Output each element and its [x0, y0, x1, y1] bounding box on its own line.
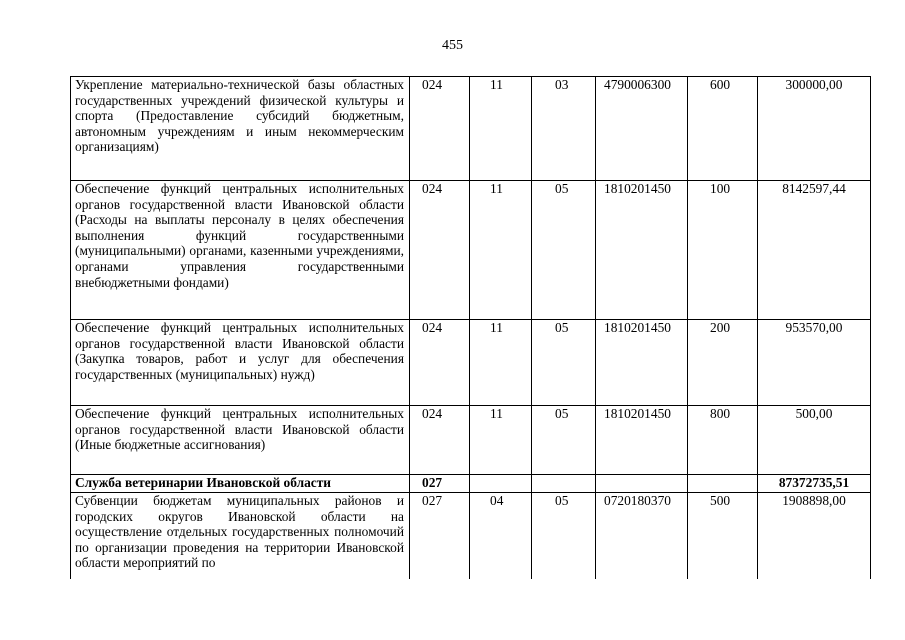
amount-cell: 1908898,00: [758, 493, 871, 579]
expense-name-cell: Укрепление материально-технической базы областных государственных учреждений физической культуры и спорта (Предоставление субсидий бюджетным, автономным учреждениям и иным некоммерческим организациям): [71, 77, 410, 181]
section-code-cell: 11: [470, 406, 532, 475]
subsection-code-cell: 05: [532, 406, 596, 475]
table-row: [71, 181, 871, 320]
expense-type-code-cell: 100: [688, 181, 758, 320]
expense-type-code-cell: 500: [688, 493, 758, 579]
section-code-cell: 11: [470, 77, 532, 181]
amount-cell: 953570,00: [758, 320, 871, 406]
subsection-code-cell: 05: [532, 181, 596, 320]
amount-cell: 8142597,44: [758, 181, 871, 320]
table-row: [71, 493, 871, 579]
department-code-cell: 027: [410, 493, 470, 579]
target-item-code-cell: 4790006300: [596, 77, 688, 181]
expense-name-cell: Обеспечение функций центральных исполнительных органов государственной власти Ивановской области (Расходы на выплаты персоналу в целях обеспечения выполнения функций государственными (муниципальными) органами, казенными учреждениями, органами управления государственными внебюджетными фондами): [71, 181, 410, 320]
target-item-code-cell: 1810201450: [596, 320, 688, 406]
amount-cell: 500,00: [758, 406, 871, 475]
expense-type-code-cell: 200: [688, 320, 758, 406]
table-row: [71, 320, 871, 406]
target-item-code-cell: 0720180370: [596, 493, 688, 579]
expense-name-cell: Обеспечение функций центральных исполнительных органов государственной власти Ивановской области (Закупка товаров, работ и услуг для обеспечения государственных (муниципальных) нужд): [71, 320, 410, 406]
target-item-code-cell: 1810201450: [596, 181, 688, 320]
section-code-cell: 11: [470, 320, 532, 406]
section-code-cell: 04: [470, 493, 532, 579]
subsection-code-cell: 05: [532, 493, 596, 579]
subsection-code-cell: [532, 475, 596, 493]
table-row: [71, 77, 871, 181]
department-code-cell: 024: [410, 181, 470, 320]
target-item-code-cell: 1810201450: [596, 406, 688, 475]
section-code-cell: 11: [470, 181, 532, 320]
budget-allocation-table: [70, 76, 871, 579]
amount-cell: 300000,00: [758, 77, 871, 181]
table-row: [71, 406, 871, 475]
department-name-cell: Служба ветеринарии Ивановской области: [71, 475, 410, 493]
expense-type-code-cell: 800: [688, 406, 758, 475]
expense-type-code-cell: [688, 475, 758, 493]
subsection-code-cell: 05: [532, 320, 596, 406]
expense-name-cell: Субвенции бюджетам муниципальных районов и городских округов Ивановской области на осуществление отдельных государственных полномочий по организации проведения на территории Ивановской области мероприятий по: [71, 493, 410, 579]
department-code-cell: 024: [410, 320, 470, 406]
department-code-cell: 024: [410, 406, 470, 475]
expense-name-cell: Обеспечение функций центральных исполнительных органов государственной власти Ивановской области (Иные бюджетные ассигнования): [71, 406, 410, 475]
department-code-cell: 024: [410, 77, 470, 181]
subsection-code-cell: 03: [532, 77, 596, 181]
amount-cell: 87372735,51: [758, 475, 871, 493]
page-number: 455: [442, 38, 463, 53]
section-code-cell: [470, 475, 532, 493]
expense-type-code-cell: 600: [688, 77, 758, 181]
department-code-cell: 027: [410, 475, 470, 493]
department-total-row: [71, 475, 871, 493]
target-item-code-cell: [596, 475, 688, 493]
